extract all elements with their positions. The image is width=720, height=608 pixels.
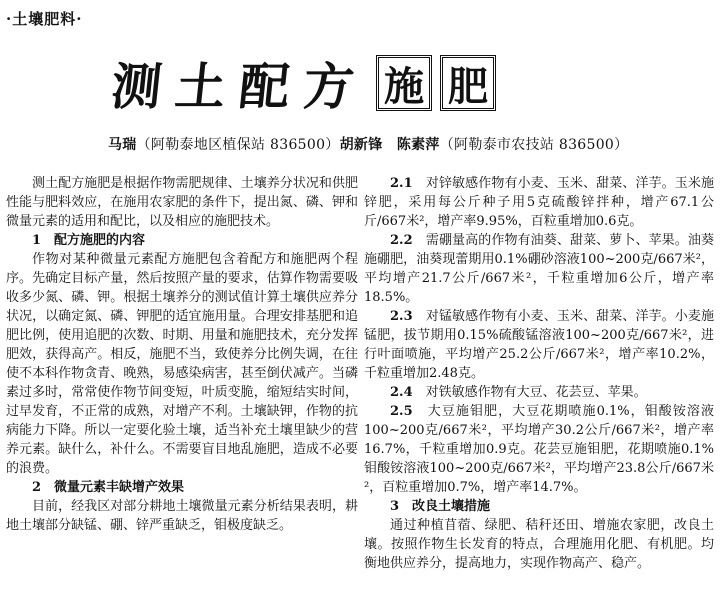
paragraph-2-4-number: 2.4 [390,385,413,400]
paragraph-2-2-text: 需硼量高的作物有油葵、甜菜、萝卜、苹果。油葵施硼肥，油葵现蕾期用0.1%硼砂溶液100~200克/667米²，平均增产21.7公斤/667米²，千粒重增加6公斤，增产率18.5%。 [364,233,714,305]
affiliation-1: （阿勒泰地区植保站 836500） [136,137,340,153]
article-title [108,52,496,116]
section-1-heading: 1 配方施肥的内容 [32,233,146,248]
paragraph-2-3-number: 2.3 [390,309,413,324]
section-2-heading: 2 微量元素丰缺增产效果 [32,480,185,495]
paragraph-2-1-number: 2.1 [390,176,413,191]
author-3: 陈素萍 [396,137,440,153]
title-main: 测土配方 [108,57,371,116]
right-column [364,174,714,573]
section-3-body: 通过种植苜蓿、绿肥、秸秆还田、增施农家肥，改良土壤。按照作物生长发育的特点，合理施用化肥、有机肥。均衡地供应养分，提高地力，实现作物高产、稳产。 [364,518,714,571]
paragraph-2-3 [364,307,714,383]
paragraph-2-1-text: 对锌敏感作物有小麦、玉米、甜菜、洋芋。玉米施锌肥，采用每公斤种子用5克硫酸锌拌种，增产67.1公斤/667米²，增产率9.95%，百粒重增加0.6克。 [364,176,714,229]
intro-paragraph: 测土配方施肥是根据作物需肥规律、土壤养分状况和供肥性能与肥料效应，在施用农家肥的条件下，提出氮、磷、钾和微量元素的适用和配比，以及相应的施肥技术。 [6,176,358,229]
affiliation-2: （阿勒泰市农技站 836500） [439,137,629,153]
author-2: 胡新锋 [339,137,383,153]
paragraph-2-4-text: 对铁敏感作物有大豆、花芸豆、苹果。 [425,385,647,400]
paragraph-2-5-text: 大豆施钼肥，大豆花期喷施0.1%，钼酸铵溶液100~200克/667米²，平均增产30.2公斤/667米²，增产率16.7%，千粒重增加0.9克。花芸豆施钼肥，花期喷施0.1%钼酸铵溶液100~200克/667米²，平均增产23.8公斤/667米²，百粒重增加0.7%，增产率14.7%。 [364,404,714,495]
paragraph-2-5 [364,402,714,497]
section-3-heading: 3 改良土壤措施 [390,499,491,514]
paragraph-2-4 [364,383,714,402]
paragraph-2-3-text: 对锰敏感作物有小麦、玉米、甜菜、洋芋。小麦施锰肥，拔节期用0.15%硫酸锰溶液100~200克/667米²，进行叶面喷施，平均增产25.2公斤/667米²，增产率10.2%，千粒重增加2.48克。 [364,309,714,381]
section-1-body: 作物对某种微量元素配方施肥包含着配方和施肥两个程序。先确定目标产量，然后按照产量的要求，估算作物需要吸收多少氮、磷、钾。根据土壤养分的测试值计算土壤供应养分状况，以确定氮、磷、钾肥的适宜施用量。合理安排基肥和追肥比例，使用追肥的次数、时期、用量和施肥技术，充分发挥肥效，获得高产。相反，施肥不当，致使养分比例失调，在往使不本科作物贪青、晚熟，易感染病害，甚至倒伏减产。当磷素过多时，常常使作物节间变短，叶质变脆，缩短结实时间，过早发育，不正常的成熟，对增产不利。土壤缺钾，作物的抗病能力下降。所以一定要化验土壤，适当补充土壤里缺少的营养元素。缺什么，补什么。不需要盲目地乱施肥，造成不必要的浪费。 [6,252,358,476]
paragraph-2-2-number: 2.2 [390,233,413,248]
section-2-body: 目前，经我区对部分耕地土壤微量元素分析结果表明，耕地土壤部分缺锰、硼、锌严重缺乏，钼极度缺乏。 [6,499,358,533]
paragraph-2-2 [364,231,714,307]
section-tag: ·土壤肥料· [6,10,83,28]
title-box-1: 施 [376,55,432,111]
author-1: 马瑞 [108,137,137,153]
paragraph-2-1 [364,174,714,231]
left-column [6,174,358,535]
byline [108,134,628,154]
title-box-2: 肥 [440,55,496,111]
paragraph-2-5-number: 2.5 [390,404,413,419]
